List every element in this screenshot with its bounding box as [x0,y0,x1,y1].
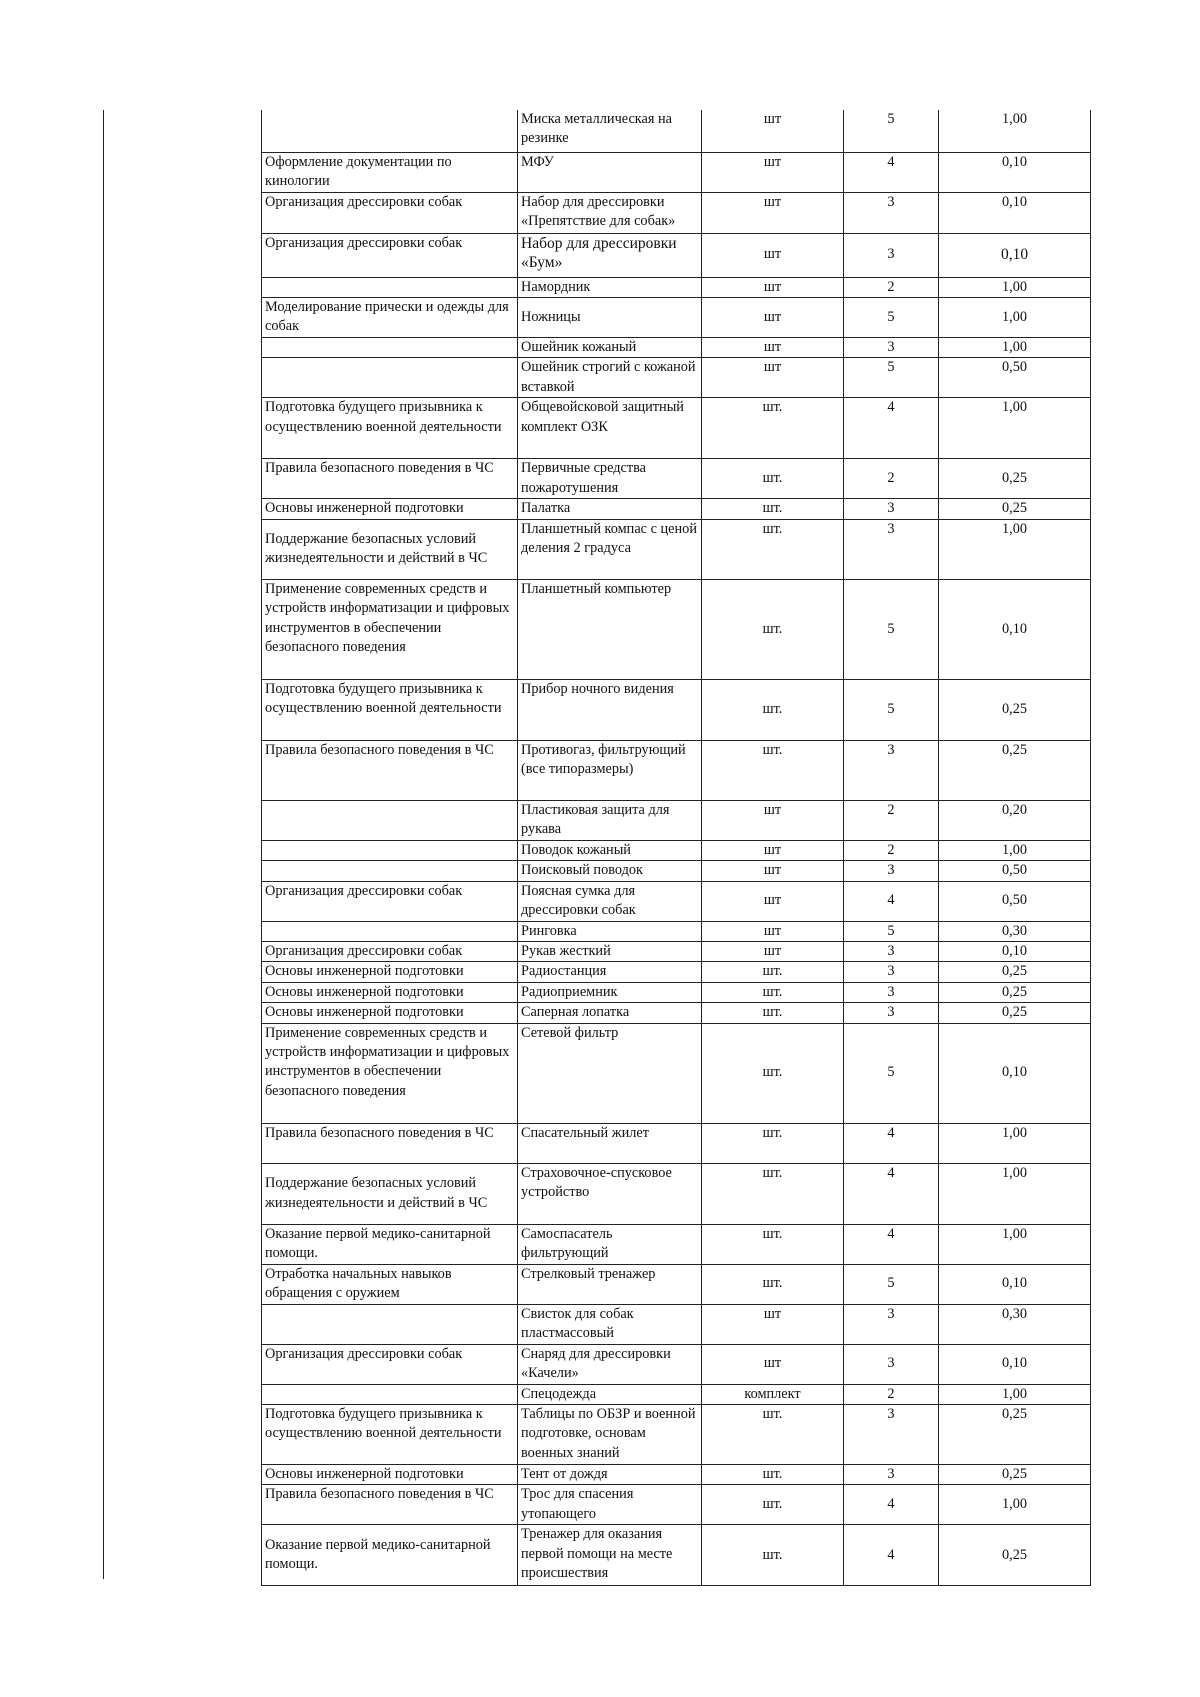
table-row [262,1404,1091,1464]
activity-cell: Правила безопасного поведения в ЧС [262,459,518,499]
table-row [262,1003,1091,1023]
item-cell: Набор для дрессировки «Бум» [518,233,702,277]
unit-cell: шт [702,840,844,860]
norm-cell: 0,10 [939,192,1091,233]
unit-cell: шт [702,861,844,881]
activity-cell: Подготовка будущего призывника к осуществлению военной деятельности [262,679,518,740]
norm-cell: 0,30 [939,921,1091,941]
norm-cell: 0,10 [939,152,1091,192]
item-cell: Набор для дрессировки «Препятствие для собак» [518,192,702,233]
unit-cell: шт. [702,1485,844,1525]
table-row [262,519,1091,579]
qty-cell: 5 [844,358,939,398]
activity-cell: Организация дрессировки собак [262,233,518,277]
activity-cell: Правила безопасного поведения в ЧС [262,1123,518,1163]
unit-cell: шт [702,337,844,357]
table-row [262,921,1091,941]
activity-cell: Организация дрессировки собак [262,881,518,921]
qty-cell: 4 [844,1525,939,1586]
norm-cell: 0,25 [939,982,1091,1002]
activity-cell: Основы инженерной подготовки [262,982,518,1002]
table-row [262,740,1091,800]
activity-cell [262,110,518,152]
unit-cell: шт. [702,1264,844,1304]
activity-cell [262,358,518,398]
item-cell: Рукав жесткий [518,941,702,961]
unit-cell: шт. [702,519,844,579]
qty-cell: 3 [844,982,939,1002]
qty-cell: 3 [844,1344,939,1384]
qty-cell: 4 [844,1123,939,1163]
qty-cell: 3 [844,861,939,881]
unit-cell: шт. [702,579,844,679]
unit-cell: шт. [702,1525,844,1586]
table-row [262,1123,1091,1163]
qty-cell: 4 [844,881,939,921]
norm-cell: 0,10 [939,579,1091,679]
norm-cell: 1,00 [939,297,1091,337]
unit-cell: шт [702,152,844,192]
qty-cell: 5 [844,921,939,941]
qty-cell: 4 [844,398,939,459]
table-row [262,1344,1091,1384]
item-cell: Пластиковая защита для рукава [518,800,702,840]
norm-cell: 0,25 [939,1003,1091,1023]
unit-cell: шт [702,941,844,961]
table-row [262,840,1091,860]
table-row [262,1304,1091,1344]
norm-cell: 0,10 [939,1344,1091,1384]
activity-cell: Подготовка будущего призывника к осуществлению военной деятельности [262,1404,518,1464]
item-cell: Поясная сумка для дрессировки собак [518,881,702,921]
table-row [262,1224,1091,1264]
qty-cell: 5 [844,679,939,740]
activity-cell: Поддержание безопасных условий жизнедеятельности и действий в ЧС [262,1163,518,1224]
table-row [262,192,1091,233]
norm-cell: 1,00 [939,840,1091,860]
qty-cell: 3 [844,337,939,357]
table-row [262,1485,1091,1525]
activity-cell: Поддержание безопасных условий жизнедеятельности и действий в ЧС [262,519,518,579]
item-cell: Миска металлическая на резинке [518,110,702,152]
item-cell: Сетевой фильтр [518,1023,702,1123]
item-cell: Первичные средства пожаротушения [518,459,702,499]
qty-cell: 3 [844,1003,939,1023]
norm-cell: 1,00 [939,277,1091,297]
unit-cell: шт. [702,1003,844,1023]
item-cell: Свисток для собак пластмассовый [518,1304,702,1344]
norm-cell: 1,00 [939,1485,1091,1525]
qty-cell: 3 [844,192,939,233]
item-cell: Снаряд для дрессировки «Качели» [518,1344,702,1384]
table-row [262,941,1091,961]
item-cell: Прибор ночного видения [518,679,702,740]
activity-cell [262,1304,518,1344]
item-cell: Саперная лопатка [518,1003,702,1023]
unit-cell: шт. [702,1404,844,1464]
item-cell: МФУ [518,152,702,192]
activity-cell [262,861,518,881]
qty-cell: 4 [844,152,939,192]
activity-cell: Правила безопасного поведения в ЧС [262,740,518,800]
item-cell: Страховочное-спусковое устройство [518,1163,702,1224]
qty-cell: 3 [844,499,939,519]
unit-cell: шт [702,233,844,277]
activity-cell [262,840,518,860]
activity-cell: Применение современных средств и устройств информатизации и цифровых инструментов в обеспечении безопасного поведения [262,579,518,679]
qty-cell: 4 [844,1163,939,1224]
unit-cell: комплект [702,1384,844,1404]
unit-cell: шт [702,1304,844,1344]
qty-cell: 2 [844,459,939,499]
activity-cell: Основы инженерной подготовки [262,1464,518,1484]
item-cell: Самоспасатель фильтрующий [518,1224,702,1264]
qty-cell: 3 [844,519,939,579]
table-row [262,1023,1091,1123]
activity-cell: Оказание первой медико-санитарной помощи. [262,1224,518,1264]
activity-cell: Моделирование прически и одежды для собак [262,297,518,337]
activity-cell: Применение современных средств и устройств информатизации и цифровых инструментов в обеспечении безопасного поведения [262,1023,518,1123]
item-cell: Спасательный жилет [518,1123,702,1163]
unit-cell: шт. [702,459,844,499]
unit-cell: шт. [702,1123,844,1163]
table-row [262,459,1091,499]
norm-cell: 1,00 [939,1384,1091,1404]
item-cell: Радиоприемник [518,982,702,1002]
norm-cell: 0,25 [939,740,1091,800]
item-cell: Тент от дождя [518,1464,702,1484]
item-cell: Планшетный компьютер [518,579,702,679]
unit-cell: шт [702,110,844,152]
qty-cell: 5 [844,1264,939,1304]
unit-cell: шт [702,921,844,941]
item-cell: Планшетный компас с ценой деления 2 градуса [518,519,702,579]
item-cell: Спецодежда [518,1384,702,1404]
table-row [262,152,1091,192]
table-row [262,881,1091,921]
norm-cell: 0,50 [939,861,1091,881]
norm-cell: 0,25 [939,459,1091,499]
item-cell: Трос для спасения утопающего [518,1485,702,1525]
norm-cell: 0,30 [939,1304,1091,1344]
unit-cell: шт [702,277,844,297]
qty-cell: 5 [844,1023,939,1123]
item-cell: Общевойсковой защитный комплект ОЗК [518,398,702,459]
norm-cell: 1,00 [939,1224,1091,1264]
qty-cell: 5 [844,297,939,337]
norm-cell: 1,00 [939,519,1091,579]
norm-cell: 1,00 [939,1163,1091,1224]
item-cell: Таблицы по ОБЗР и военной подготовке, основам военных знаний [518,1404,702,1464]
item-cell: Ринговка [518,921,702,941]
activity-cell: Правила безопасного поведения в ЧС [262,1485,518,1525]
table-row [262,337,1091,357]
unit-cell: шт. [702,1023,844,1123]
item-cell: Поводок кожаный [518,840,702,860]
unit-cell: шт [702,881,844,921]
unit-cell: шт [702,358,844,398]
table-row [262,1464,1091,1484]
activity-cell: Основы инженерной подготовки [262,962,518,982]
table-row [262,962,1091,982]
qty-cell: 2 [844,840,939,860]
activity-cell: Организация дрессировки собак [262,941,518,961]
norm-cell: 0,10 [939,941,1091,961]
table-row [262,277,1091,297]
unit-cell: шт. [702,962,844,982]
norm-cell: 0,25 [939,1404,1091,1464]
table-row [262,398,1091,459]
norm-cell: 0,10 [939,1023,1091,1123]
unit-cell: шт. [702,1224,844,1264]
item-cell: Радиостанция [518,962,702,982]
activity-cell: Оформление документации по кинологии [262,152,518,192]
qty-cell: 3 [844,1304,939,1344]
qty-cell: 5 [844,579,939,679]
norm-cell: 0,50 [939,358,1091,398]
qty-cell: 2 [844,1384,939,1404]
unit-cell: шт [702,800,844,840]
qty-cell: 3 [844,1464,939,1484]
table-row [262,297,1091,337]
unit-cell: шт. [702,982,844,1002]
qty-cell: 3 [844,740,939,800]
item-cell: Намордник [518,277,702,297]
unit-cell: шт [702,192,844,233]
norm-cell: 0,25 [939,962,1091,982]
unit-cell: шт. [702,499,844,519]
norm-cell: 1,00 [939,1123,1091,1163]
table-row [262,861,1091,881]
qty-cell: 4 [844,1224,939,1264]
item-cell: Ошейник строгий с кожаной вставкой [518,358,702,398]
unit-cell: шт [702,297,844,337]
activity-cell [262,337,518,357]
equipment-table [261,110,1091,1586]
unit-cell: шт. [702,740,844,800]
unit-cell: шт. [702,398,844,459]
norm-cell: 0,25 [939,1464,1091,1484]
norm-cell: 0,20 [939,800,1091,840]
norm-cell: 0,25 [939,499,1091,519]
norm-cell: 0,25 [939,679,1091,740]
activity-cell: Подготовка будущего призывника к осуществлению военной деятельности [262,398,518,459]
activity-cell: Основы инженерной подготовки [262,1003,518,1023]
activity-cell [262,1384,518,1404]
table-row [262,679,1091,740]
table-row [262,579,1091,679]
qty-cell: 3 [844,941,939,961]
activity-cell [262,277,518,297]
activity-cell: Отработка начальных навыков обращения с оружием [262,1264,518,1304]
item-cell: Ошейник кожаный [518,337,702,357]
table-row [262,233,1091,277]
table-row [262,1163,1091,1224]
activity-cell: Организация дрессировки собак [262,192,518,233]
qty-cell: 3 [844,962,939,982]
item-cell: Тренажер для оказания первой помощи на месте происшествия [518,1525,702,1586]
item-cell: Поисковый поводок [518,861,702,881]
table-row [262,110,1091,152]
table-row [262,499,1091,519]
item-cell: Стрелковый тренажер [518,1264,702,1304]
item-cell: Ножницы [518,297,702,337]
qty-cell: 4 [844,1485,939,1525]
table-row [262,1384,1091,1404]
qty-cell: 3 [844,233,939,277]
norm-cell: 0,10 [939,233,1091,277]
table-row [262,982,1091,1002]
left-margin-line [103,110,104,1579]
unit-cell: шт. [702,1163,844,1224]
qty-cell: 5 [844,110,939,152]
activity-cell: Организация дрессировки собак [262,1344,518,1384]
activity-cell [262,800,518,840]
unit-cell: шт. [702,679,844,740]
table-row [262,358,1091,398]
activity-cell [262,921,518,941]
norm-cell: 1,00 [939,337,1091,357]
table-row [262,800,1091,840]
unit-cell: шт. [702,1464,844,1484]
norm-cell: 0,10 [939,1264,1091,1304]
table-row [262,1525,1091,1586]
norm-cell: 0,25 [939,1525,1091,1586]
activity-cell: Основы инженерной подготовки [262,499,518,519]
qty-cell: 2 [844,800,939,840]
norm-cell: 0,50 [939,881,1091,921]
item-cell: Противогаз, фильтрующий (все типоразмеры) [518,740,702,800]
item-cell: Палатка [518,499,702,519]
activity-cell: Оказание первой медико-санитарной помощи. [262,1525,518,1586]
table-row [262,1264,1091,1304]
norm-cell: 1,00 [939,398,1091,459]
norm-cell: 1,00 [939,110,1091,152]
unit-cell: шт [702,1344,844,1384]
qty-cell: 2 [844,277,939,297]
qty-cell: 3 [844,1404,939,1464]
